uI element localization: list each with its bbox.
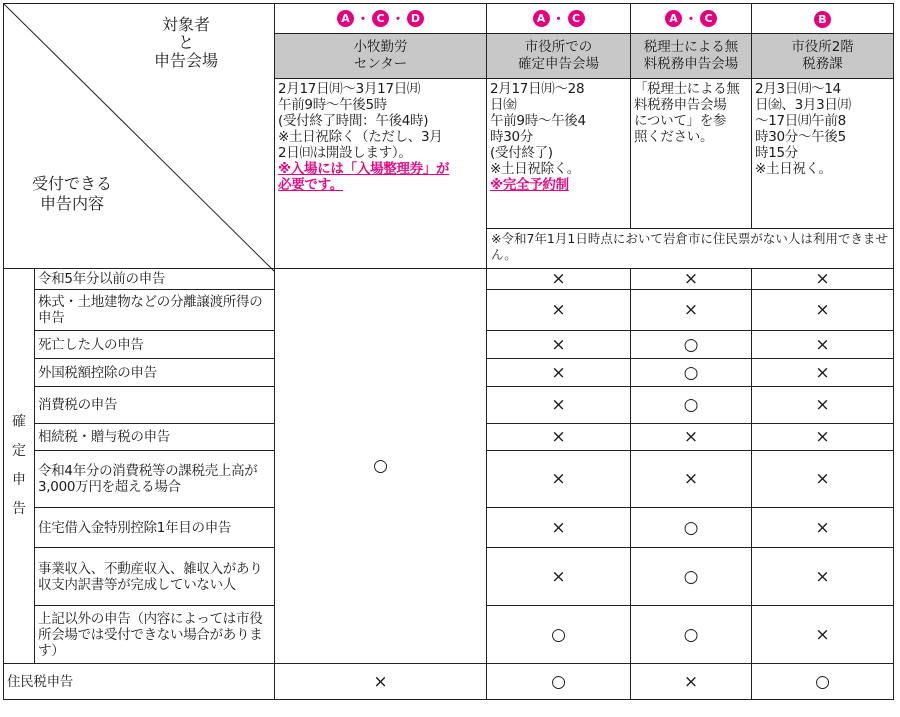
diagonal-divider [4,4,275,272]
badge-c: C [568,10,585,27]
row-label: 死亡した人の申告 [35,331,275,359]
badge-d: D [407,10,424,27]
mark: × [487,548,631,606]
residency-note: ※令和7年1月1日時点において岩倉市に住民票がない人は利用できません。 [487,229,894,269]
resident-tax-label: 住民税申告 [4,664,275,700]
badge-a: A [665,10,682,27]
schedule-col-1: 2月17日㈪～3月17日㈪ 午前9時～午後5時 (受付終了時間：午後4時) ※土日祝除く（ただし、3月 2日㈰は開設します）。 ※入場には「入場整理券」が 必要です。 [275,79,487,269]
mark: ○ [487,606,631,664]
badge-c: C [372,10,389,27]
mark: × [631,290,752,331]
row-label: 株式・土地建物などの分離譲渡所得の申告 [35,290,275,331]
row-label: 上記以外の申告（内容によっては市役所会場では受付できない場合があります） [35,606,275,664]
venue-city-hall-filing: 市役所での 確定申告会場 [487,34,631,79]
mark: × [487,424,631,451]
mark: × [275,664,487,700]
kakutei-shinkoku-label: 確 定 申 告 [4,269,35,664]
mark: ○ [752,664,894,700]
badge-a: A [533,10,550,27]
row-label: 令和4年分の消費税等の課税売上高が3,000万円を超える場合 [35,451,275,508]
mark: × [631,664,752,700]
mark: × [487,359,631,387]
tax-consultation-table [3,3,894,700]
row-label: 消費税の申告 [35,387,275,424]
komaki-kakutei-mark: ○ [275,269,487,664]
schedule-col-4: 2月3日㈪～14 日㈮、3月3日㈪ ～17日㈪午前8 時30分～午後5 時15分 ※土日祝く。 [752,79,894,229]
venue-tax-accountant: 税理士による無 料税務申告会場 [631,34,752,79]
mark: ○ [631,508,752,548]
mark: × [752,451,894,508]
mark: × [752,548,894,606]
mark: ○ [631,387,752,424]
table-row [4,664,894,700]
mark: ○ [631,548,752,606]
mark: × [487,331,631,359]
mark: ○ [631,359,752,387]
mark: × [487,290,631,331]
row-label: 事業収入、不動産収入、雑収入があり収支内訳書等が完成していない人 [35,548,275,606]
badge-c: C [700,10,717,27]
mark: × [631,424,752,451]
schedule-col-2: 2月17日㈪～28 日㈮ 午前9時～午後4 時30分 (受付終了) ※土日祝除く。 ※完全予約制 [487,79,631,229]
row-label: 住宅借入金特別控除1年目の申告 [35,508,275,548]
row-label: 相続税・贈与税の申告 [35,424,275,451]
badges-col-2: A ・ C [487,4,631,34]
badge-a: A [337,10,354,27]
badge-b: B [814,11,831,28]
mark: × [487,451,631,508]
schedule-col-3: 「税理士による無 料税務申告会場 について」を参 照ください。 [631,79,752,229]
ticket-required-note: ※入場には「入場整理券」が [278,161,450,177]
row-label: 外国税額控除の申告 [35,359,275,387]
mark: × [752,269,894,290]
mark: × [487,508,631,548]
badges-col-3: A ・ C [631,4,752,34]
reservation-required-note: ※完全予約制 [490,177,569,193]
mark: ○ [631,606,752,664]
header-target-and-venue: 対象者 と 申告会場 [154,15,219,70]
mark: × [631,269,752,290]
header-acceptable-content: 受付できる 申告内容 [32,174,113,213]
mark: × [631,451,752,508]
mark: × [752,290,894,331]
mark: × [487,269,631,290]
header-corner [4,4,275,269]
mark: × [487,387,631,424]
mark: × [752,359,894,387]
mark: ○ [487,664,631,700]
row-label: 令和5年分以前の申告 [35,269,275,290]
badges-col-4 [752,4,894,34]
badges-col-1: A ・ C ・ D [275,4,487,34]
mark: × [752,424,894,451]
venue-komaki-kinro-center: 小牧勤労 センター [275,34,487,79]
mark: × [752,331,894,359]
mark: × [752,508,894,548]
mark: ○ [631,331,752,359]
mark: × [752,387,894,424]
venue-city-hall-tax-division: 市役所2階 税務課 [752,34,894,79]
mark: × [752,606,894,664]
